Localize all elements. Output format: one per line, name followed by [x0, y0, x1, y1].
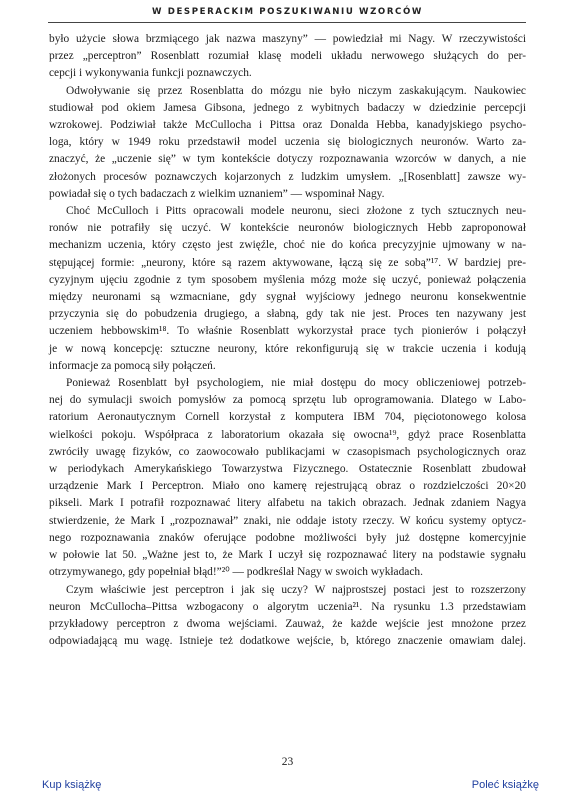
text-line: otrzymywanego, gdy popełniał błąd!”²⁰ — podkreślał Nagy w swoich wykładach.	[49, 566, 423, 579]
running-header: W DESPERACKIM POSZUKIWANIU WZORCÓW	[152, 7, 423, 17]
paragraph-1	[49, 31, 526, 83]
text-line: zwróciły uwagę fizyków, co zaowocowało publikacjami w czasopismach psychologicznych oraz	[49, 445, 526, 458]
paragraph-4	[49, 375, 526, 581]
text-line: złożonych procesów poznawczych kojarzonych z ludzkim umysłem. „[Rosenblatt] zawsze wy-	[49, 170, 526, 183]
text-line: studiował pod okiem Jamesa Gibsona, jednego z wybitnych badaczy w dziedzinie percepcji	[49, 101, 526, 114]
text-line: je w nową koncepcję: sztuczne neurony, które rekonfigurują się w trakcie uczenia i kodują	[49, 342, 526, 355]
text-line: przyczynia się do pobudzenia drugiego, a słabną, gdy tak nie jest. Proces ten nazywany jest	[49, 308, 526, 321]
text-line: w periodykach Amerykańskiego Towarzystwa Fizycznego. Ostatecznie Rosenblatt zbudował	[49, 463, 526, 476]
paragraph-2	[49, 83, 526, 203]
text-line: było użycie słowa brzmiącego jak nazwa maszyny” — powiedział mi Nagy. W rzeczywistości	[49, 33, 526, 45]
page-number: 23	[281, 756, 294, 768]
text-line: mechanizm uczenia, który często jest zwięźle, choć nie do końca precyzyjnie ujmowany w na-	[49, 239, 526, 252]
text-line: wielkości pokoju. Współpraca z laboratorium okazała się owocna¹⁹, gdyż prace Rosenblatta	[49, 428, 526, 441]
header-rule	[48, 22, 526, 23]
text-line: między neuronami są wzmacniane, gdy sygnał wyjściowy jednego neuronu konsekwentnie	[49, 291, 526, 304]
text-line: nego rozpoznawania znaków oferujące podobne możliwości były już dostępne komercyjnie	[49, 531, 526, 544]
text-line: ratorium Aeronautycznym Cornell korzystał z komputera IBM 704, pięciotonowego kolosa	[49, 411, 526, 424]
paragraph-3	[49, 203, 526, 375]
text-line: nej do symulacji swoich pomysłów za pomocą sprzętu lub oprogramowania. Dlatego w Labo-	[49, 394, 526, 407]
text-line: neuron McCullocha–Pittsa wzbogacony o algorytm uczenia²¹. Na rysunku 1.3 przedstawiam	[49, 600, 526, 613]
text-line: informacje za pomocą siły połączeń.	[49, 359, 216, 372]
recommend-book-link[interactable]: Poleć książkę	[471, 779, 539, 791]
text-line: wzrokowej. Podziwiał także McCullocha i Pittsa oraz Donalda Hebba, kanadyjskiego psycho-	[49, 119, 526, 132]
text-line: loga, który w 1949 roku przedstawił model uczenia się biologicznych neuronów. Warto za-	[49, 136, 526, 149]
text-line: pikseli. Mark I potrafił rozpoznawać litery alfabetu na takich obrazach. Jednak zdaniem Nagya	[49, 497, 526, 510]
text-line: odpowiadającą mu wagę. Istnieje też dodatkowe wejście, b, którego znaczenie omawiam dalej.	[49, 635, 526, 648]
text-line: powiadał się o tych badaczach z wielkim uznaniem” — wspominał Nagy.	[49, 187, 385, 200]
text-line: cyzyjnym ujęciu zgodnie z tym sposobem myślenia mózg może się uczyć, ponieważ połączenia	[49, 273, 526, 286]
text-line: uczeniem hebbowskim¹⁸. To właśnie Rosenblatt wykorzystał prace tych pionierów i połączył	[49, 325, 526, 338]
text-line: Czym właściwie jest perceptron i jak się uczy? W najprostszej postaci jest to rozszerzony	[66, 583, 526, 596]
text-line: przykładowy perceptron z dwoma wejściami. Zauważ, że każde wejście jest mnożone przez	[49, 617, 526, 630]
text-line: przez „perceptron” Rosenblatt rozumiał klasę modeli układu nerwowego służących do per-	[49, 50, 526, 63]
paragraph-5	[49, 582, 526, 651]
text-line: cepcji i wykonywania funkcji poznawczych.	[49, 67, 252, 80]
text-line: stępującej formie: „neurony, które są razem aktywowane, łączą się ze sobą”¹⁷. W bardziej pre-	[49, 256, 526, 269]
text-line: urządzenie Mark I Perceptron. Miało ono kamerę rejestrującą obraz o rozdzielczości 20×20	[49, 480, 526, 493]
text-line: Choć McCulloch i Pitts opracowali modele neuronu, sieci złożone z tych sztucznych neu-	[66, 205, 526, 218]
text-line: ronów nie potrafiły się uczyć. W kontekście neuronów biologicznych Hebb zaproponował	[49, 222, 526, 235]
text-line: Ponieważ Rosenblatt był psychologiem, nie miał dostępu do mocy obliczeniowej potrzeb-	[66, 377, 526, 390]
body-text	[49, 31, 526, 650]
text-line: stwierdzenie, że Mark I „rozpoznawał” znaki, nie oddaje istoty rzeczy. W końcu systemy optycz-	[49, 514, 526, 527]
text-line: w połowie lat 50. „Ważne jest to, że Mark I uczył się rozpoznawać litery na podstawie sygnału	[49, 549, 526, 562]
text-line: znaczyć, że „uczenie się” w tym kontekście dotyczy rozpoznawania wzorców w danych, a nie	[49, 153, 526, 166]
text-line: Odwoływanie się przez Rosenblatta do mózgu nie było niczym zaskakującym. Naukowiec	[66, 84, 526, 97]
buy-book-link[interactable]: Kup książkę	[42, 779, 102, 791]
